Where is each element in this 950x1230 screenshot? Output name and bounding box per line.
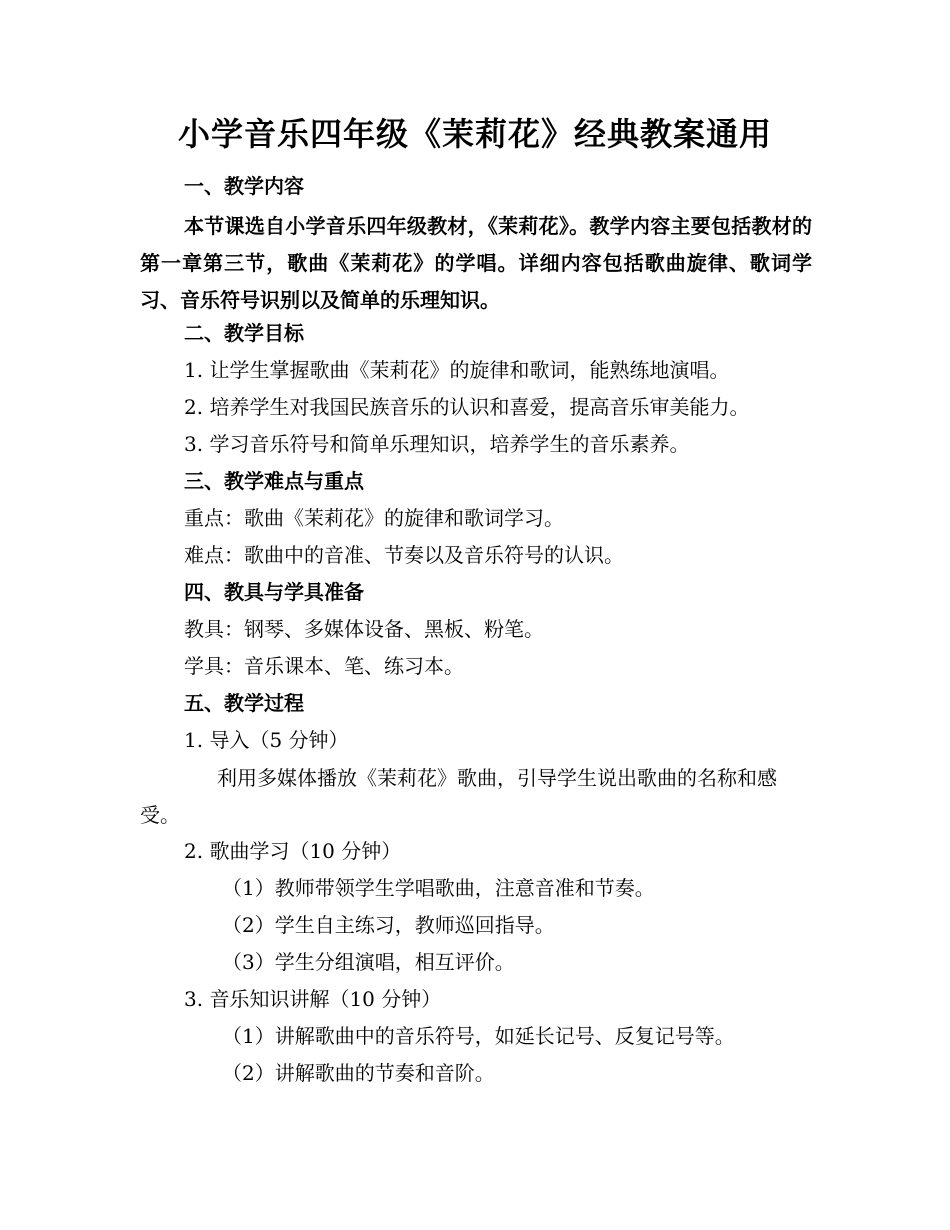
document-title: 小学音乐四年级《茉莉花》经典教案通用 [177, 115, 772, 153]
step-body-intro: 利用多媒体播放《茉莉花》歌曲，引导学生说出歌曲的名称和感受。 [140, 766, 777, 827]
objective-item: 2. 培养学生对我国民族音乐的认识和喜爱，提高音乐审美能力。 [184, 395, 750, 419]
section-heading-process: 五、教学过程 [184, 691, 304, 715]
student-materials-text: 学具：音乐课本、笔、练习本。 [184, 654, 464, 678]
section-heading-content: 一、教学内容 [184, 174, 304, 198]
step-label-song-learning: 2. 歌曲学习（10 分钟） [184, 839, 402, 863]
key-point-text: 重点：歌曲《茉莉花》的旋律和歌词学习。 [184, 506, 564, 530]
section-body-content: 本节课选自小学音乐四年级教材，《茉莉花》。教学内容主要包括教材的第一章第三节，歌曲《茉莉花》的学唱。详细内容包括歌曲旋律、歌词学习、音乐符号识别以及简单的乐理知识。 [140, 214, 812, 312]
sub-step-item: （2）讲解歌曲的节奏和音阶。 [222, 1061, 495, 1085]
sub-step-item: （3）学生分组演唱，相互评价。 [222, 950, 515, 974]
objective-item: 1. 让学生掌握歌曲《茉莉花》的旋律和歌词，能熟练地演唱。 [184, 358, 730, 382]
objective-item: 3. 学习音乐符号和简单乐理知识，培养学生的音乐素养。 [184, 432, 690, 456]
section-heading-keypoints: 三、教学难点与重点 [184, 469, 364, 493]
section-heading-materials: 四、教具与学具准备 [184, 580, 364, 604]
step-label-music-knowledge: 3. 音乐知识讲解（10 分钟） [184, 987, 442, 1011]
difficult-point-text: 难点：歌曲中的音准、节奏以及音乐符号的认识。 [184, 543, 624, 567]
sub-step-item: （1）讲解歌曲中的音乐符号，如延长记号、反复记号等。 [222, 1024, 735, 1048]
section-heading-objectives: 二、教学目标 [184, 321, 304, 345]
teacher-materials-text: 教具：钢琴、多媒体设备、黑板、粉笔。 [184, 617, 544, 641]
step-label-intro: 1. 导入（5 分钟） [184, 728, 349, 752]
sub-step-item: （2）学生自主练习，教师巡回指导。 [222, 913, 555, 937]
sub-step-item: （1）教师带领学生学唱歌曲，注意音准和节奏。 [222, 876, 655, 900]
